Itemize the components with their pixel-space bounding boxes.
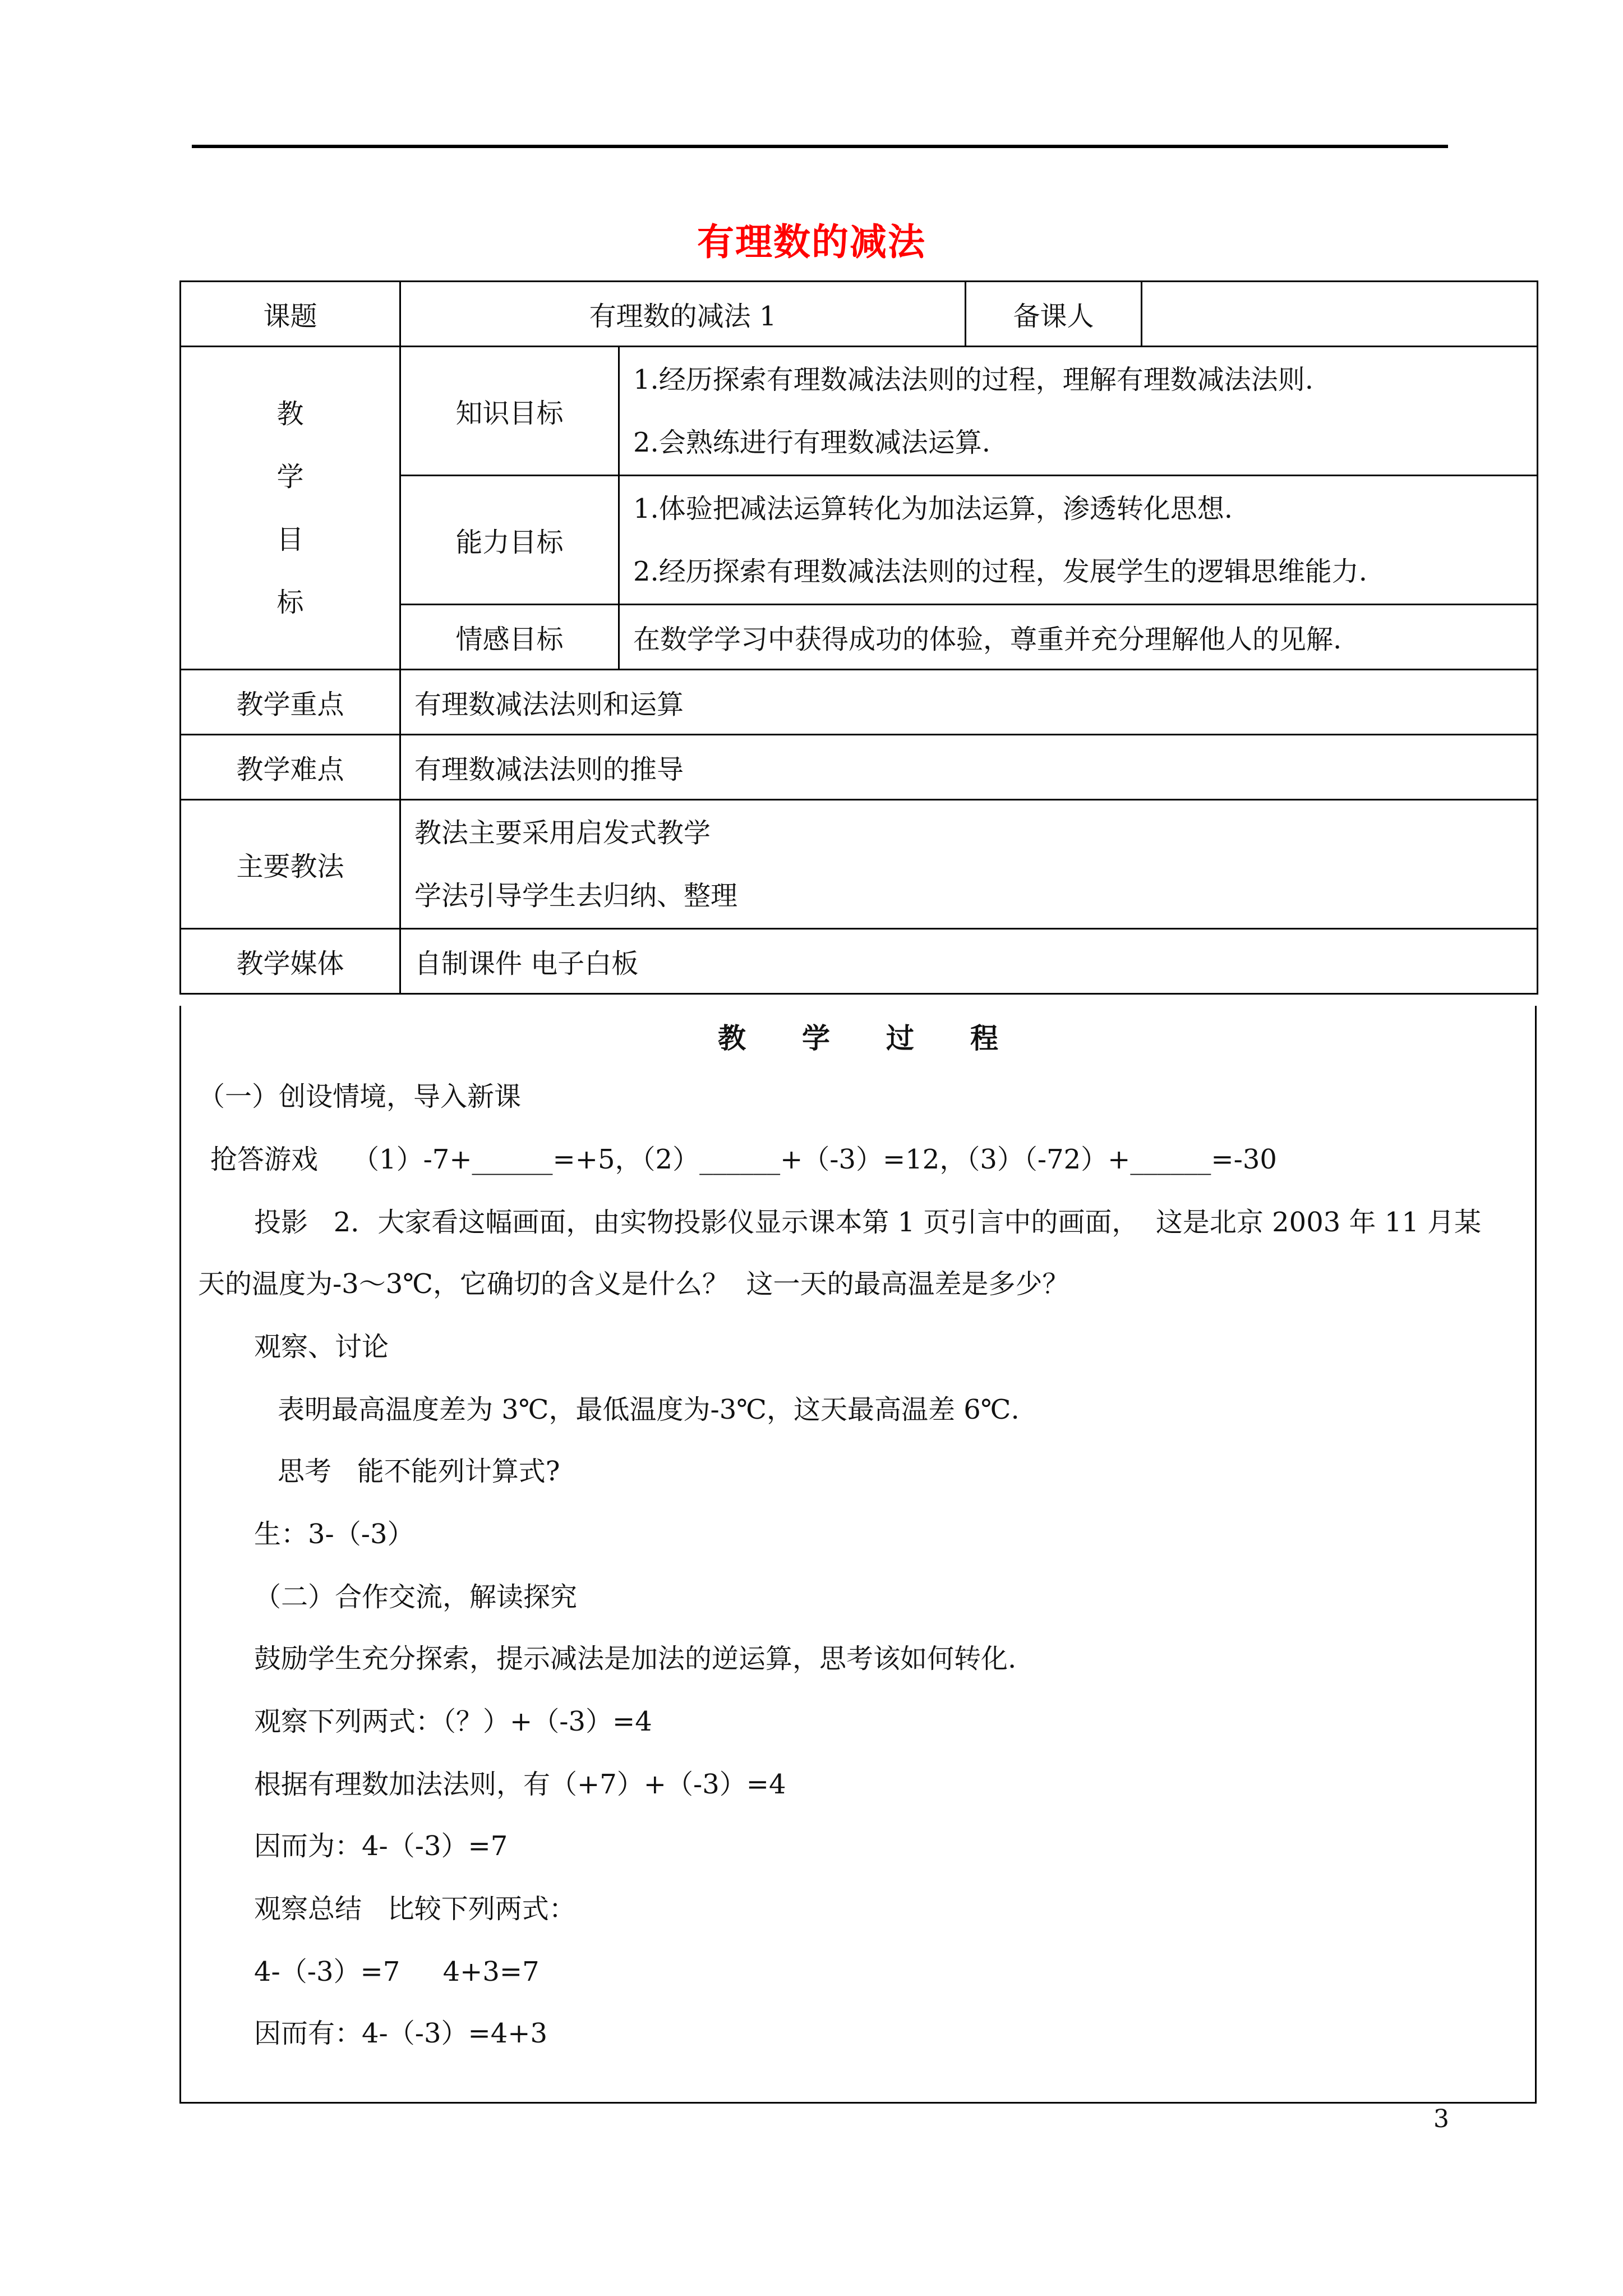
process-line: 因而有：4-（-3）=4+3 — [254, 2018, 548, 2049]
process-line: 观察、讨论 — [254, 1331, 389, 1363]
objectives-char: 目 — [276, 523, 304, 555]
media-label: 教学媒体 — [181, 929, 400, 994]
objectives-char: 标 — [276, 586, 304, 618]
process-line: 根据有理数加法法则，有（+7）+（-3）=4 — [254, 1769, 786, 1800]
objectives-label — [181, 347, 400, 670]
difficulty-row — [181, 735, 1538, 800]
objectives-char: 学 — [276, 461, 304, 493]
knowledge-line: 1.经历探索有理数减法法则的过程，理解有理数减法法则. — [633, 364, 1314, 395]
process-line: 思考 能不能列计算式? — [278, 1456, 560, 1487]
ability-line: 2.经历探索有理数减法法则的过程，发展学生的逻辑思维能力. — [633, 555, 1368, 587]
knowledge-label: 知识目标 — [400, 347, 619, 476]
process-line: 因而为：4-（-3）=7 — [254, 1830, 508, 1862]
method-line: 学法引导学生去归纳、整理 — [414, 880, 738, 912]
ability-content — [619, 476, 1538, 605]
lesson-plan-table — [179, 280, 1538, 995]
knowledge-line: 2.会熟练进行有理数减法运算. — [633, 426, 991, 458]
media-row — [181, 929, 1538, 994]
process-heading: 教学过程 — [718, 1022, 1054, 1055]
method-row — [181, 800, 1538, 929]
process-line: 投影 2．大家看这幅画面，由实物投影仪显示课本第 1 页引言中的画面， 这是北京 2003 年 11 月某 — [254, 1207, 1482, 1238]
focus-row — [181, 670, 1538, 735]
header-rule — [192, 145, 1448, 148]
method-line: 教法主要采用启发式教学 — [414, 817, 711, 849]
process-line: 生：3-（-3） — [254, 1519, 414, 1550]
topic-label: 课题 — [181, 282, 400, 347]
teaching-process-section — [179, 1006, 1537, 2104]
media-value: 自制课件 电子白板 — [400, 929, 1538, 994]
process-line: 观察下列两式：（？）+（-3）=4 — [254, 1706, 652, 1737]
method-content — [400, 800, 1538, 929]
process-line: 抢答游戏 （1）-7+______=+5，（2）______+（-3）=12，（3）（-72）+______=-30 — [210, 1144, 1277, 1175]
difficulty-label: 教学难点 — [181, 735, 400, 800]
process-line: 天的温度为-3～3℃，它确切的含义是什么？ 这一天的最高温差是多少？ — [198, 1268, 1069, 1300]
process-line: 观察总结 比较下列两式： — [254, 1893, 576, 1925]
method-label: 主要教法 — [181, 800, 400, 929]
preparer-value — [1142, 282, 1538, 347]
knowledge-row — [181, 347, 1538, 476]
topic-row — [181, 282, 1538, 347]
topic-value: 有理数的减法 1 — [400, 282, 966, 347]
process-line: 表明最高温度差为 3℃，最低温度为-3℃，这天最高温差 6℃. — [278, 1394, 1020, 1425]
emotion-label: 情感目标 — [400, 605, 619, 670]
process-line: 鼓励学生充分探索，提示减法是加法的逆运算，思考该如何转化. — [254, 1643, 1017, 1674]
page-title: 有理数的减法 — [697, 220, 926, 264]
difficulty-value: 有理数减法法则的推导 — [400, 735, 1538, 800]
emotion-content: 在数学学习中获得成功的体验，尊重并充分理解他人的见解. — [619, 605, 1538, 670]
process-line: （一）创设情境，导入新课 — [198, 1081, 522, 1112]
objectives-char: 教 — [276, 398, 304, 430]
ability-label: 能力目标 — [400, 476, 619, 605]
process-line: （二）合作交流，解读探究 — [254, 1581, 578, 1613]
process-line: 4-（-3）=7 4+3=7 — [254, 1956, 540, 1987]
focus-label: 教学重点 — [181, 670, 400, 735]
knowledge-content — [619, 347, 1538, 476]
preparer-label: 备课人 — [966, 282, 1142, 347]
ability-line: 1.体验把减法运算转化为加法运算，渗透转化思想. — [633, 493, 1233, 524]
focus-value: 有理数减法法则和运算 — [400, 670, 1538, 735]
page-number: 3 — [1433, 2105, 1449, 2133]
